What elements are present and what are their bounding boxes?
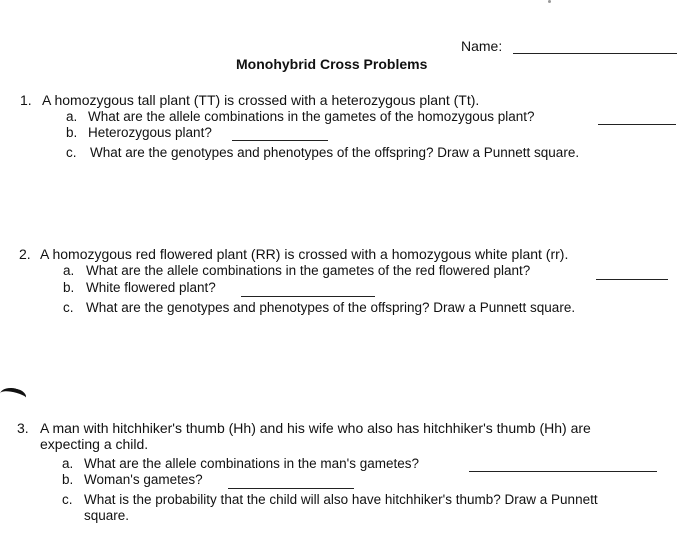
answer-blank[interactable] [596,279,668,280]
part-text: White flowered plant? [86,280,216,295]
part-text: What are the allele combinations in the man's gametes? [84,456,420,471]
question-text: A homozygous red flowered plant (RR) is crossed with a homozygous white plant (rr). [40,246,569,262]
part-text-continued: square. [84,508,130,523]
part-letter: c. [62,492,73,507]
name-blank[interactable] [513,53,677,54]
part-letter: b. [66,125,78,140]
part-text: What are the allele combinations in the gametes of the red flowered plant? [86,263,531,278]
question-number: 3. [17,420,29,436]
part-letter: a. [62,456,74,471]
part-text: What are the allele combinations in the gametes of the homozygous plant? [88,109,535,124]
part-letter: a. [63,263,75,278]
question-number: 2. [19,246,31,262]
part-letter: c. [66,145,77,160]
answer-blank[interactable] [232,140,328,141]
part-letter: a. [66,109,78,124]
part-letter: b. [63,280,75,295]
answer-blank[interactable] [469,471,657,472]
page-title: Monohybrid Cross Problems [236,56,428,72]
answer-blank[interactable] [228,488,354,489]
question-text: A homozygous tall plant (TT) is crossed with a heterozygous plant (Tt). [42,92,480,108]
part-letter: c. [63,300,74,315]
answer-blank[interactable] [241,296,375,297]
part-text: Heterozygous plant? [88,125,212,140]
question-text: A man with hitchhiker's thumb (Hh) and his wife who also has hitchhiker's thumb (Hh) are [40,420,591,436]
part-text: What is the probability that the child will also have hitchhiker's thumb? Draw a Punnett [84,492,598,507]
part-text: What are the genotypes and phenotypes of the offspring? Draw a Punnett square. [86,300,576,315]
part-text: What are the genotypes and phenotypes of the offspring? Draw a Punnett square. [90,145,580,160]
part-letter: b. [62,472,74,487]
part-text: Woman's gametes? [84,472,203,487]
question-number: 1. [20,92,32,108]
name-label: Name: [461,38,503,54]
question-text-continued: expecting a child. [40,436,149,452]
scan-speck [548,0,551,3]
answer-blank[interactable] [598,124,676,125]
pen-mark [0,385,28,407]
